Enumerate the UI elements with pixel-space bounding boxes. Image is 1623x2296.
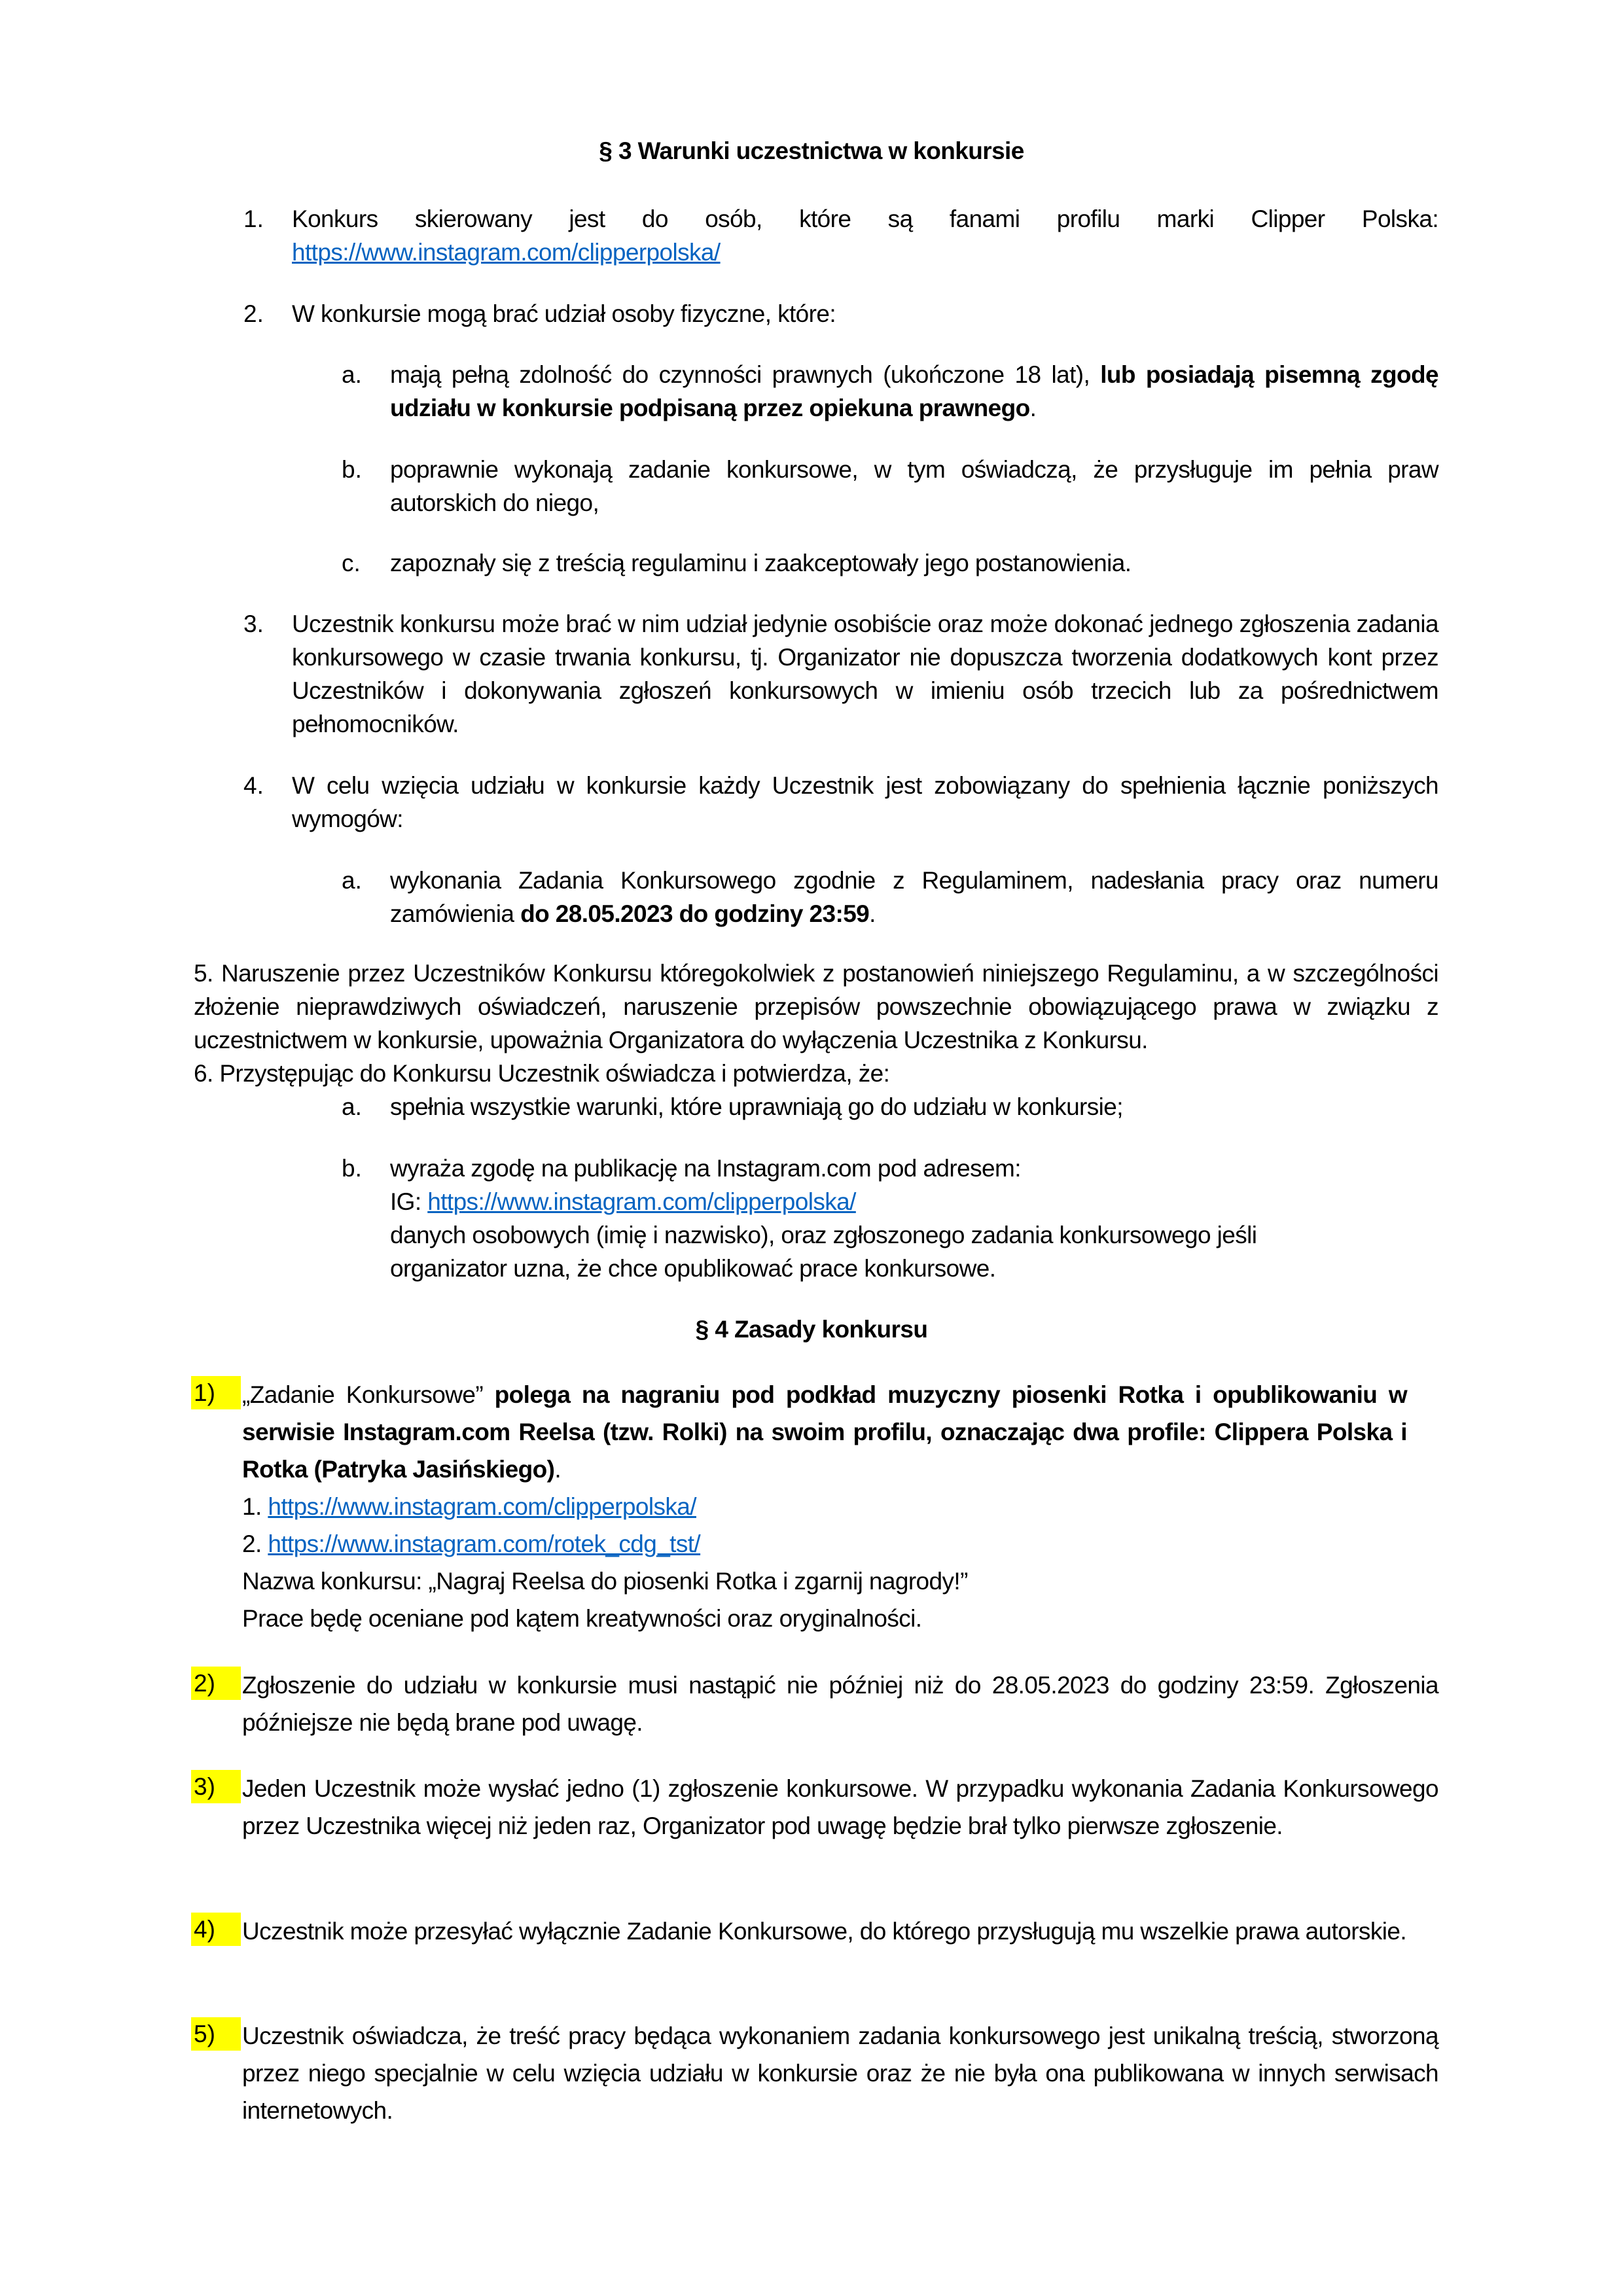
subitem-letter: b.: [342, 1155, 362, 1182]
evaluation-criteria: Prace będę oceniane pod kątem kreatywności oraz oryginalności.: [242, 1605, 922, 1632]
ig-line: IG: https://www.instagram.com/clipperpolska/: [390, 1188, 856, 1215]
subitem-letter: c.: [342, 550, 361, 576]
item-number-highlighted: 2): [191, 1667, 241, 1700]
subitem-letter: a.: [342, 867, 362, 894]
paragraph-6-intro: 6. Przystępując do Konkursu Uczestnik oświadcza i potwierdza, że:: [194, 1060, 890, 1087]
subitem-letter: b.: [342, 456, 362, 483]
subitem-2b-text: poprawnie wykonają zadanie konkursowe, w tym oświadczą, że przysługuje im pełnia praw autorskich do niego,: [390, 456, 1438, 516]
rule-1-link-2: 2. https://www.instagram.com/rotek_cdg_tst/: [242, 1530, 701, 1557]
clipperpolska-link[interactable]: https://www.instagram.com/clipperpolska/: [268, 1493, 696, 1520]
subitem-letter: a.: [342, 361, 362, 388]
item-2-text: W konkursie mogą brać udział osoby fizyczne, które:: [292, 300, 836, 327]
subitem-6b-line4: organizator uzna, że chce opublikować prace konkursowe.: [390, 1255, 996, 1282]
clipperpolska-link[interactable]: https://www.instagram.com/clipperpolska/: [292, 239, 721, 266]
item-number-highlighted: 4): [191, 1913, 241, 1946]
subitem-2c-text: zapoznały się z treścią regulaminu i zaakceptowały jego postanowienia.: [390, 550, 1132, 576]
rule-1-link-1: 1. https://www.instagram.com/clipperpolska/: [242, 1493, 696, 1520]
item-1-text: Konkurs skierowany jest do osób, które są fanami profilu marki Clipper Polska:: [292, 205, 1438, 232]
section-4-heading: § 4 Zasady konkursu: [695, 1316, 928, 1343]
item-number: 4.: [243, 772, 264, 799]
item-number-highlighted: 5): [191, 2017, 241, 2051]
item-number: 3.: [243, 610, 264, 637]
rule-5-text: Uczestnik oświadcza, że treść pracy będąca wykonaniem zadania konkursowego jest unikalną treścią, stworzoną przez niego specjalnie w celu wzięcia udziału w konkursie oraz że nie była ona publikowana w innych serwisach internetowych.: [242, 2022, 1438, 2124]
ig-clipperpolska-link[interactable]: https://www.instagram.com/clipperpolska/: [427, 1188, 856, 1215]
section-3-heading: § 3 Warunki uczestnictwa w konkursie: [599, 137, 1024, 164]
rule-1-text: „Zadanie Konkursowe” polega na nagraniu pod podkład muzyczny piosenki Rotka i opublikowaniu w serwisie Instagram.com Reelsa (tzw. Rolki) na swoim profilu, oznaczając dwa profile: Clippera Polska i Rotka (Patryka Jasińskiego).: [242, 1381, 1407, 1483]
subitem-6b-line3: danych osobowych (imię i nazwisko), oraz zgłoszonego zadania konkursowego jeśli: [390, 1222, 1257, 1248]
rule-3-text: Jeden Uczestnik może wysłać jedno (1) zgłoszenie konkursowe. W przypadku wykonania Zadania Konkursowego przez Uczestnika więcej niż jeden raz, Organizator pod uwagę będzie brał tylko pierwsze zgłoszenie.: [242, 1775, 1438, 1839]
item-number: 1.: [243, 205, 264, 232]
rule-2-text: Zgłoszenie do udziału w konkursie musi nastąpić nie później niż do 28.05.2023 do godziny 23:59. Zgłoszenia późniejsze nie będą brane pod uwagę.: [242, 1672, 1438, 1736]
item-number: 2.: [243, 300, 264, 327]
subitem-6b-text: wyraża zgodę na publikację na Instagram.com pod adresem:: [390, 1155, 1021, 1182]
rotek-link[interactable]: https://www.instagram.com/rotek_cdg_tst/: [268, 1530, 701, 1557]
paragraph-5: 5. Naruszenie przez Uczestników Konkursu któregokolwiek z postanowień niniejszego Regulaminu, a w szczególności złożenie nieprawdziwych oświadczeń, naruszenie przepisów powszechnie obowiązującego prawa w związku z uczestnictwem w konkursie, upoważnia Organizatora do wyłączenia Uczestnika z Konkursu.: [194, 960, 1438, 1053]
item-number-highlighted: 3): [191, 1770, 241, 1803]
item-number-highlighted: 1): [191, 1376, 241, 1409]
subitem-4a-text: wykonania Zadania Konkursowego zgodnie z Regulaminem, nadesłania pracy oraz numeru zamówienia do 28.05.2023 do godziny 23:59.: [390, 867, 1438, 927]
item-3-text: Uczestnik konkursu może brać w nim udział jedynie osobiście oraz może dokonać jednego zgłoszenia zadania konkursowego w czasie trwania konkursu, tj. Organizator nie dopuszcza tworzenia dodatkowych kont przez Uczestników i dokonywania zgłoszeń konkursowych w imieniu osób trzecich lub za pośrednictwem pełnomocników.: [292, 610, 1438, 737]
subitem-letter: a.: [342, 1093, 362, 1120]
subitem-6a-text: spełnia wszystkie warunki, które uprawniają go do udziału w konkursie;: [390, 1093, 1123, 1120]
item-4-text: W celu wzięcia udziału w konkursie każdy Uczestnik jest zobowiązany do spełnienia łącznie poniższych wymogów:: [292, 772, 1438, 832]
contest-name: Nazwa konkursu: „Nagraj Reelsa do piosenki Rotka i zgarnij nagrody!”: [242, 1568, 968, 1595]
subitem-2a-text: mają pełną zdolność do czynności prawnych (ukończone 18 lat), lub posiadają pisemną zgodę udziału w konkursie podpisaną przez opiekuna prawnego.: [390, 361, 1438, 421]
rule-4-text: Uczestnik może przesyłać wyłącznie Zadanie Konkursowe, do którego przysługują mu wszelkie prawa autorskie.: [242, 1918, 1406, 1945]
